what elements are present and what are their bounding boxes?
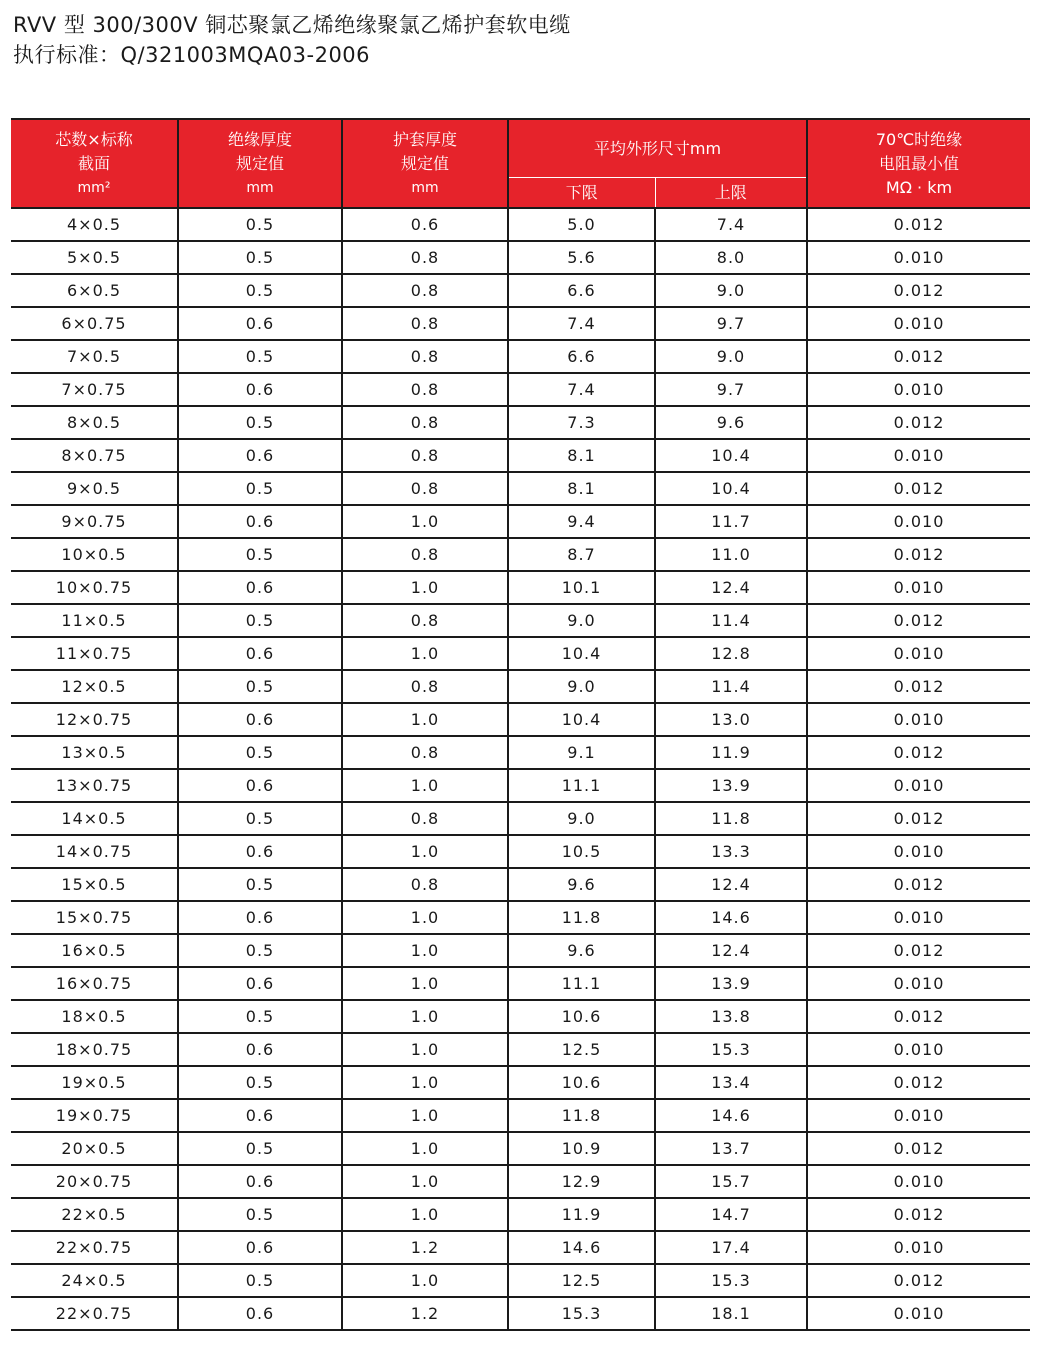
- lower-limit-cell: 14.6: [508, 1231, 655, 1264]
- cores-section-cell: 7×0.5: [11, 340, 178, 373]
- insulation-thickness-cell: 0.6: [178, 703, 342, 736]
- insulation-thickness-cell: 0.6: [178, 307, 342, 340]
- insulation-thickness-cell: 0.5: [178, 868, 342, 901]
- insulation-resistance-cell: 0.012: [807, 208, 1030, 241]
- table-row: [11, 373, 1030, 406]
- insulation-resistance-cell: 0.010: [807, 241, 1030, 274]
- upper-limit-cell: 11.7: [655, 505, 807, 538]
- header-cores-section: 芯数×标称 截面 mm²: [11, 119, 178, 208]
- lower-limit-cell: 10.6: [508, 1000, 655, 1033]
- upper-limit-cell: 10.4: [655, 472, 807, 505]
- insulation-resistance-cell: 0.012: [807, 1264, 1030, 1297]
- upper-limit-cell: 10.4: [655, 439, 807, 472]
- sheath-thickness-cell: 1.0: [342, 1198, 508, 1231]
- sheath-thickness-cell: 1.0: [342, 1264, 508, 1297]
- lower-limit-cell: 12.9: [508, 1165, 655, 1198]
- table-row: [11, 868, 1030, 901]
- upper-limit-cell: 9.7: [655, 307, 807, 340]
- cores-section-cell: 13×0.75: [11, 769, 178, 802]
- sheath-thickness-cell: 0.8: [342, 406, 508, 439]
- cores-section-cell: 7×0.75: [11, 373, 178, 406]
- lower-limit-cell: 10.4: [508, 637, 655, 670]
- upper-limit-cell: 13.9: [655, 769, 807, 802]
- insulation-resistance-cell: 0.010: [807, 439, 1030, 472]
- lower-limit-cell: 10.6: [508, 1066, 655, 1099]
- upper-limit-cell: 12.8: [655, 637, 807, 670]
- sheath-thickness-cell: 0.8: [342, 241, 508, 274]
- insulation-thickness-cell: 0.5: [178, 934, 342, 967]
- insulation-resistance-cell: 0.010: [807, 769, 1030, 802]
- lower-limit-cell: 7.4: [508, 307, 655, 340]
- upper-limit-cell: 11.0: [655, 538, 807, 571]
- insulation-thickness-cell: 0.5: [178, 1264, 342, 1297]
- insulation-resistance-cell: 0.012: [807, 868, 1030, 901]
- insulation-resistance-cell: 0.010: [807, 373, 1030, 406]
- insulation-resistance-cell: 0.012: [807, 1198, 1030, 1231]
- upper-limit-cell: 11.4: [655, 670, 807, 703]
- upper-limit-cell: 9.0: [655, 340, 807, 373]
- lower-limit-cell: 8.1: [508, 472, 655, 505]
- sheath-thickness-cell: 1.0: [342, 769, 508, 802]
- insulation-thickness-cell: 0.6: [178, 967, 342, 1000]
- insulation-thickness-cell: 0.5: [178, 538, 342, 571]
- insulation-thickness-cell: 0.6: [178, 571, 342, 604]
- lower-limit-cell: 11.8: [508, 901, 655, 934]
- sheath-thickness-cell: 1.0: [342, 1165, 508, 1198]
- sheath-thickness-cell: 0.8: [342, 439, 508, 472]
- insulation-resistance-cell: 0.010: [807, 637, 1030, 670]
- lower-limit-cell: 9.6: [508, 934, 655, 967]
- insulation-resistance-cell: 0.010: [807, 1099, 1030, 1132]
- header-upper-limit: 上限: [655, 178, 807, 209]
- table-row: [11, 340, 1030, 373]
- upper-limit-cell: 13.9: [655, 967, 807, 1000]
- sheath-thickness-cell: 1.0: [342, 1033, 508, 1066]
- upper-limit-cell: 11.8: [655, 802, 807, 835]
- insulation-thickness-cell: 0.6: [178, 505, 342, 538]
- insulation-resistance-cell: 0.010: [807, 967, 1030, 1000]
- table-row: [11, 241, 1030, 274]
- insulation-resistance-cell: 0.012: [807, 1000, 1030, 1033]
- upper-limit-cell: 13.8: [655, 1000, 807, 1033]
- table-row: [11, 604, 1030, 637]
- sheath-thickness-cell: 0.8: [342, 802, 508, 835]
- sheath-thickness-cell: 1.0: [342, 901, 508, 934]
- table-row: [11, 1264, 1030, 1297]
- lower-limit-cell: 8.1: [508, 439, 655, 472]
- sheath-thickness-cell: 1.0: [342, 571, 508, 604]
- insulation-resistance-cell: 0.010: [807, 307, 1030, 340]
- cores-section-cell: 8×0.75: [11, 439, 178, 472]
- document-header: [13, 10, 571, 70]
- table-row: [11, 1099, 1030, 1132]
- upper-limit-cell: 8.0: [655, 241, 807, 274]
- sheath-thickness-cell: 0.8: [342, 340, 508, 373]
- insulation-thickness-cell: 0.5: [178, 274, 342, 307]
- insulation-resistance-cell: 0.010: [807, 571, 1030, 604]
- cores-section-cell: 9×0.75: [11, 505, 178, 538]
- insulation-thickness-cell: 0.5: [178, 406, 342, 439]
- insulation-thickness-cell: 0.6: [178, 1297, 342, 1330]
- lower-limit-cell: 8.7: [508, 538, 655, 571]
- lower-limit-cell: 12.5: [508, 1264, 655, 1297]
- insulation-resistance-cell: 0.010: [807, 1231, 1030, 1264]
- cores-section-cell: 20×0.5: [11, 1132, 178, 1165]
- table-row: [11, 1132, 1030, 1165]
- cable-spec-table: [11, 118, 1030, 1331]
- insulation-thickness-cell: 0.6: [178, 1033, 342, 1066]
- cores-section-cell: 18×0.5: [11, 1000, 178, 1033]
- sheath-thickness-cell: 1.0: [342, 967, 508, 1000]
- cores-section-cell: 4×0.5: [11, 208, 178, 241]
- table-row: [11, 439, 1030, 472]
- lower-limit-cell: 10.5: [508, 835, 655, 868]
- insulation-resistance-cell: 0.012: [807, 406, 1030, 439]
- lower-limit-cell: 7.3: [508, 406, 655, 439]
- table-row: [11, 406, 1030, 439]
- upper-limit-cell: 13.7: [655, 1132, 807, 1165]
- insulation-thickness-cell: 0.6: [178, 373, 342, 406]
- table-row: [11, 637, 1030, 670]
- table-row: [11, 505, 1030, 538]
- lower-limit-cell: 9.1: [508, 736, 655, 769]
- lower-limit-cell: 12.5: [508, 1033, 655, 1066]
- upper-limit-cell: 14.6: [655, 1099, 807, 1132]
- upper-limit-cell: 9.7: [655, 373, 807, 406]
- sheath-thickness-cell: 1.0: [342, 1066, 508, 1099]
- upper-limit-cell: 13.3: [655, 835, 807, 868]
- insulation-resistance-cell: 0.012: [807, 670, 1030, 703]
- lower-limit-cell: 11.1: [508, 769, 655, 802]
- lower-limit-cell: 5.0: [508, 208, 655, 241]
- insulation-thickness-cell: 0.5: [178, 208, 342, 241]
- insulation-resistance-cell: 0.010: [807, 505, 1030, 538]
- upper-limit-cell: 11.4: [655, 604, 807, 637]
- cores-section-cell: 12×0.75: [11, 703, 178, 736]
- table-row: [11, 670, 1030, 703]
- upper-limit-cell: 17.4: [655, 1231, 807, 1264]
- upper-limit-cell: 7.4: [655, 208, 807, 241]
- upper-limit-cell: 12.4: [655, 934, 807, 967]
- sheath-thickness-cell: 1.0: [342, 835, 508, 868]
- header-outer-dimension: 平均外形尺寸mm: [508, 119, 807, 178]
- table-row: [11, 1033, 1030, 1066]
- table-row: [11, 1198, 1030, 1231]
- cores-section-cell: 14×0.5: [11, 802, 178, 835]
- lower-limit-cell: 9.0: [508, 802, 655, 835]
- upper-limit-cell: 12.4: [655, 571, 807, 604]
- cores-section-cell: 8×0.5: [11, 406, 178, 439]
- upper-limit-cell: 9.0: [655, 274, 807, 307]
- insulation-resistance-cell: 0.012: [807, 472, 1030, 505]
- insulation-resistance-cell: 0.012: [807, 538, 1030, 571]
- sheath-thickness-cell: 0.8: [342, 736, 508, 769]
- cores-section-cell: 22×0.5: [11, 1198, 178, 1231]
- sheath-thickness-cell: 0.8: [342, 670, 508, 703]
- insulation-resistance-cell: 0.012: [807, 340, 1030, 373]
- table-row: [11, 472, 1030, 505]
- lower-limit-cell: 5.6: [508, 241, 655, 274]
- insulation-thickness-cell: 0.6: [178, 1231, 342, 1264]
- insulation-thickness-cell: 0.5: [178, 340, 342, 373]
- table-row: [11, 703, 1030, 736]
- cores-section-cell: 18×0.75: [11, 1033, 178, 1066]
- table-row: [11, 934, 1030, 967]
- lower-limit-cell: 9.6: [508, 868, 655, 901]
- lower-limit-cell: 6.6: [508, 274, 655, 307]
- cores-section-cell: 22×0.75: [11, 1297, 178, 1330]
- cores-section-cell: 16×0.5: [11, 934, 178, 967]
- sheath-thickness-cell: 0.8: [342, 604, 508, 637]
- sheath-thickness-cell: 0.8: [342, 868, 508, 901]
- cores-section-cell: 10×0.75: [11, 571, 178, 604]
- lower-limit-cell: 11.8: [508, 1099, 655, 1132]
- cores-section-cell: 19×0.75: [11, 1099, 178, 1132]
- insulation-resistance-cell: 0.010: [807, 1033, 1030, 1066]
- upper-limit-cell: 11.9: [655, 736, 807, 769]
- sheath-thickness-cell: 1.0: [342, 1000, 508, 1033]
- insulation-thickness-cell: 0.6: [178, 1165, 342, 1198]
- sheath-thickness-cell: 1.0: [342, 703, 508, 736]
- table-row: [11, 208, 1030, 241]
- header-insulation-resistance: 70℃时绝缘 电阻最小值 MΩ · km: [807, 119, 1030, 208]
- insulation-resistance-cell: 0.012: [807, 736, 1030, 769]
- sheath-thickness-cell: 1.2: [342, 1297, 508, 1330]
- lower-limit-cell: 9.0: [508, 604, 655, 637]
- sheath-thickness-cell: 1.2: [342, 1231, 508, 1264]
- insulation-resistance-cell: 0.010: [807, 1297, 1030, 1330]
- insulation-resistance-cell: 0.012: [807, 274, 1030, 307]
- insulation-thickness-cell: 0.6: [178, 1099, 342, 1132]
- sheath-thickness-cell: 1.0: [342, 1099, 508, 1132]
- sheath-thickness-cell: 1.0: [342, 505, 508, 538]
- sheath-thickness-cell: 1.0: [342, 637, 508, 670]
- cores-section-cell: 12×0.5: [11, 670, 178, 703]
- cores-section-cell: 15×0.5: [11, 868, 178, 901]
- insulation-resistance-cell: 0.010: [807, 1165, 1030, 1198]
- lower-limit-cell: 10.4: [508, 703, 655, 736]
- insulation-resistance-cell: 0.012: [807, 604, 1030, 637]
- insulation-thickness-cell: 0.5: [178, 1198, 342, 1231]
- table-row: [11, 769, 1030, 802]
- insulation-thickness-cell: 0.6: [178, 637, 342, 670]
- sheath-thickness-cell: 0.8: [342, 472, 508, 505]
- table-row: [11, 1165, 1030, 1198]
- insulation-thickness-cell: 0.6: [178, 769, 342, 802]
- header-sheath-thickness: 护套厚度 规定值 mm: [342, 119, 508, 208]
- table-row: [11, 835, 1030, 868]
- lower-limit-cell: 6.6: [508, 340, 655, 373]
- sheath-thickness-cell: 0.8: [342, 373, 508, 406]
- lower-limit-cell: 11.9: [508, 1198, 655, 1231]
- table-row: [11, 736, 1030, 769]
- upper-limit-cell: 15.7: [655, 1165, 807, 1198]
- lower-limit-cell: 11.1: [508, 967, 655, 1000]
- insulation-thickness-cell: 0.5: [178, 1066, 342, 1099]
- lower-limit-cell: 9.4: [508, 505, 655, 538]
- insulation-thickness-cell: 0.5: [178, 670, 342, 703]
- insulation-thickness-cell: 0.5: [178, 241, 342, 274]
- sheath-thickness-cell: 0.8: [342, 274, 508, 307]
- header-insulation-thickness: 绝缘厚度 规定值 mm: [178, 119, 342, 208]
- document-title: RVV 型 300/300V 铜芯聚氯乙烯绝缘聚氯乙烯护套软电缆: [13, 13, 571, 37]
- lower-limit-cell: 7.4: [508, 373, 655, 406]
- cores-section-cell: 11×0.75: [11, 637, 178, 670]
- cores-section-cell: 14×0.75: [11, 835, 178, 868]
- table-row: [11, 538, 1030, 571]
- insulation-resistance-cell: 0.010: [807, 835, 1030, 868]
- upper-limit-cell: 13.0: [655, 703, 807, 736]
- table-row: [11, 307, 1030, 340]
- lower-limit-cell: 10.1: [508, 571, 655, 604]
- upper-limit-cell: 14.7: [655, 1198, 807, 1231]
- sheath-thickness-cell: 1.0: [342, 934, 508, 967]
- insulation-resistance-cell: 0.012: [807, 1132, 1030, 1165]
- sheath-thickness-cell: 0.6: [342, 208, 508, 241]
- lower-limit-cell: 9.0: [508, 670, 655, 703]
- cores-section-cell: 22×0.75: [11, 1231, 178, 1264]
- insulation-resistance-cell: 0.010: [807, 901, 1030, 934]
- table-row: [11, 571, 1030, 604]
- insulation-thickness-cell: 0.5: [178, 1000, 342, 1033]
- cores-section-cell: 6×0.5: [11, 274, 178, 307]
- upper-limit-cell: 15.3: [655, 1033, 807, 1066]
- insulation-thickness-cell: 0.5: [178, 472, 342, 505]
- insulation-thickness-cell: 0.5: [178, 802, 342, 835]
- cores-section-cell: 11×0.5: [11, 604, 178, 637]
- upper-limit-cell: 15.3: [655, 1264, 807, 1297]
- upper-limit-cell: 18.1: [655, 1297, 807, 1330]
- standard-reference: 执行标准：Q/321003MQA03-2006: [13, 43, 371, 67]
- table-row: [11, 1297, 1030, 1330]
- sheath-thickness-cell: 0.8: [342, 307, 508, 340]
- cores-section-cell: 24×0.5: [11, 1264, 178, 1297]
- upper-limit-cell: 13.4: [655, 1066, 807, 1099]
- table-body: [11, 208, 1030, 1330]
- cores-section-cell: 16×0.75: [11, 967, 178, 1000]
- cores-section-cell: 6×0.75: [11, 307, 178, 340]
- upper-limit-cell: 12.4: [655, 868, 807, 901]
- insulation-thickness-cell: 0.5: [178, 604, 342, 637]
- table-row: [11, 967, 1030, 1000]
- lower-limit-cell: 15.3: [508, 1297, 655, 1330]
- insulation-resistance-cell: 0.012: [807, 802, 1030, 835]
- table-row: [11, 1231, 1030, 1264]
- cores-section-cell: 20×0.75: [11, 1165, 178, 1198]
- table-row: [11, 274, 1030, 307]
- cores-section-cell: 5×0.5: [11, 241, 178, 274]
- upper-limit-cell: 14.6: [655, 901, 807, 934]
- sheath-thickness-cell: 1.0: [342, 1132, 508, 1165]
- lower-limit-cell: 10.9: [508, 1132, 655, 1165]
- cores-section-cell: 19×0.5: [11, 1066, 178, 1099]
- table-row: [11, 1066, 1030, 1099]
- table-row: [11, 802, 1030, 835]
- insulation-resistance-cell: 0.012: [807, 1066, 1030, 1099]
- cores-section-cell: 15×0.75: [11, 901, 178, 934]
- insulation-thickness-cell: 0.5: [178, 1132, 342, 1165]
- header-row: [11, 119, 1030, 178]
- cores-section-cell: 13×0.5: [11, 736, 178, 769]
- cores-section-cell: 9×0.5: [11, 472, 178, 505]
- insulation-thickness-cell: 0.5: [178, 736, 342, 769]
- cores-section-cell: 10×0.5: [11, 538, 178, 571]
- upper-limit-cell: 9.6: [655, 406, 807, 439]
- header-lower-limit: 下限: [508, 178, 655, 209]
- sheath-thickness-cell: 0.8: [342, 538, 508, 571]
- insulation-resistance-cell: 0.010: [807, 703, 1030, 736]
- table-row: [11, 1000, 1030, 1033]
- insulation-resistance-cell: 0.012: [807, 934, 1030, 967]
- table-row: [11, 901, 1030, 934]
- insulation-thickness-cell: 0.6: [178, 901, 342, 934]
- insulation-thickness-cell: 0.6: [178, 835, 342, 868]
- insulation-thickness-cell: 0.6: [178, 439, 342, 472]
